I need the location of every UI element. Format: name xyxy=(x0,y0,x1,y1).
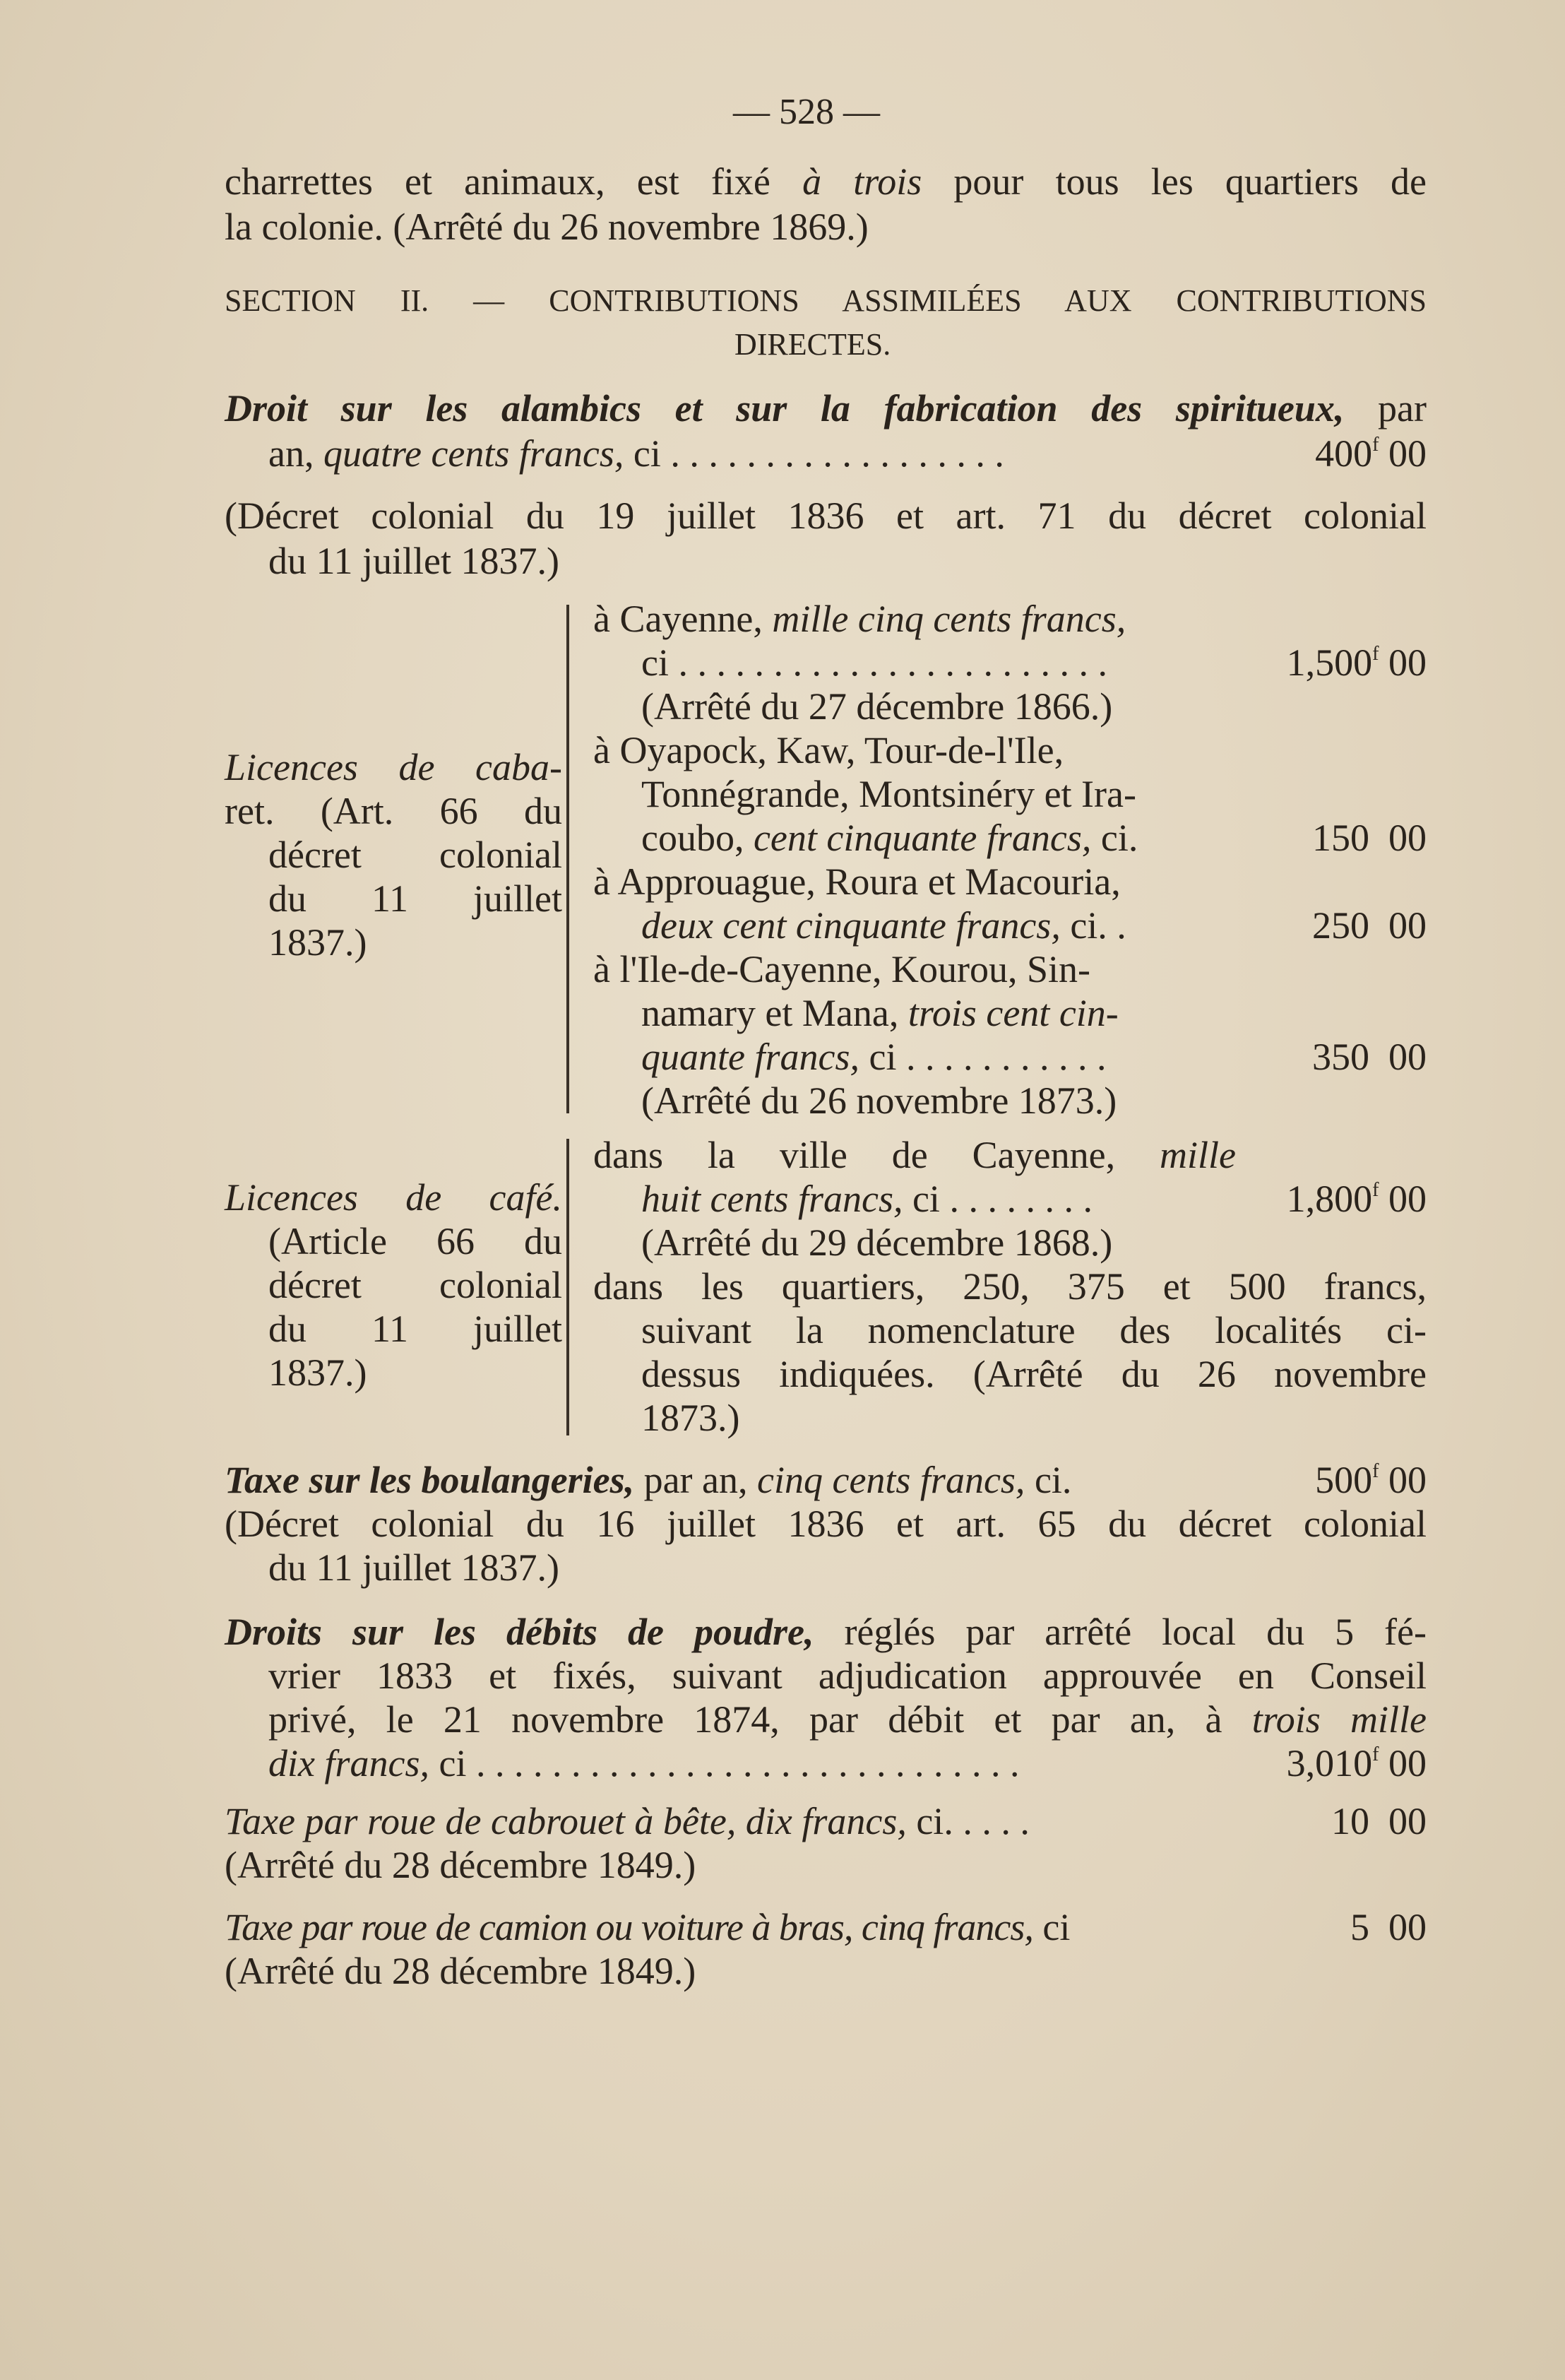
cabaret-brace xyxy=(557,605,569,1113)
page-number: — 528 — xyxy=(733,92,880,132)
cabaret-e4-l2: namary et Mana, trois cent cin- xyxy=(641,992,1119,1034)
cabrouet-line: Taxe par roue de cabrouet à bête, dix francs, ci. . . . . 10 00 xyxy=(225,1800,1427,1842)
cabaret-e1-ref: (Arrêté du 27 décembre 1866.) xyxy=(641,685,1113,728)
cabaret-e2-l1: à Oyapock, Kaw, Tour-de-l'Ile, xyxy=(593,729,1064,771)
boulangeries-line: Taxe sur les boulangeries, par an, cinq cents francs, ci. 500$^f$ 00 xyxy=(225,1459,1427,1501)
cabaret-label-1: Licences de caba- xyxy=(225,746,562,788)
cafe-e2-l4: 1873.) xyxy=(641,1397,740,1439)
poudre-line-4: dix francs, ci . . . . . . . . . . . . . . . . . . . . . . . . . . . . . 3,010$^f$ 00 xyxy=(268,1742,1427,1784)
intro-line-2: la colonie. (Arrêté du 26 novembre 1869.) xyxy=(225,206,869,248)
cabaret-e1-amount: 1,500$^f$ 00 xyxy=(1286,641,1427,684)
cafe-label xyxy=(225,1176,562,1395)
section-heading-line-2: DIRECTES. xyxy=(734,327,891,362)
cafe-e2-l2: suivant la nomenclature des localités ci- xyxy=(641,1309,1427,1351)
cabaret-e3-l1: à Approuague, Roura et Macouria, xyxy=(593,860,1121,903)
intro-text-a: charrettes et animaux, est fixé xyxy=(225,160,803,203)
cabaret-e2-l3: coubo, cent cinquante francs, ci. 150 00 xyxy=(641,817,1427,859)
cabaret-e3-amount: 250 00 xyxy=(1312,904,1427,947)
cabaret-e3-l2: deux cent cinquante francs, ci. . 250 00 xyxy=(641,904,1427,947)
alambics-title-line xyxy=(225,386,1427,430)
poudre-line-3: privé, le 21 novembre 1874, par débit et par an, à trois mille xyxy=(268,1698,1427,1741)
intro-text-c: pour tous les quartiers de xyxy=(922,160,1427,203)
camion-ref: (Arrêté du 28 décembre 1849.) xyxy=(225,1950,696,1992)
camion-line: Taxe par roue de camion ou voiture à bras, cinq francs, ci 5 00 xyxy=(225,1906,1427,1948)
cabaret-e1-l1: à Cayenne, mille cinq cents francs, xyxy=(593,598,1126,640)
cafe-e1-l2: huit cents francs, ci . . . . . . . . 1,800$^f$ 00 xyxy=(641,1178,1427,1220)
alambics-line2-b: quatre cents francs, xyxy=(323,432,624,475)
boulangeries-amount: 500$^f$ 00 xyxy=(1315,1459,1427,1501)
alambics-title-tail: par xyxy=(1344,387,1427,430)
alambics-leader: . . . . . . . . . . . . . . . . . . xyxy=(660,432,1004,475)
cafe-label-2: (Article 66 du xyxy=(268,1220,562,1262)
cafe-e2-l1: dans les quartiers, 250, 375 et 500 francs, xyxy=(593,1265,1427,1308)
alambics-ref-2: du 11 juillet 1837.) xyxy=(268,540,559,582)
cafe-label-1: Licences de café. xyxy=(225,1176,562,1219)
cafe-entries xyxy=(593,1133,1427,1440)
alambics-amount: 400$^f$ 00 xyxy=(1315,432,1427,475)
cafe-e1-l1: dans la ville de Cayenne, mille xyxy=(593,1134,1236,1176)
cafe-label-3: décret colonial xyxy=(268,1264,562,1306)
cafe-label-5: 1837.) xyxy=(268,1351,367,1394)
boulangeries-ref-2: du 11 juillet 1837.) xyxy=(268,1546,559,1589)
alambics-line2-c: ci xyxy=(624,432,661,475)
cabaret-e4-l1: à l'Ile-de-Cayenne, Kourou, Sin- xyxy=(593,948,1091,990)
cabaret-label-2: ret. (Art. 66 du xyxy=(225,790,562,832)
cafe-label-4: du 11 juillet xyxy=(268,1308,562,1350)
cabaret-e4-ref: (Arrêté du 26 novembre 1873.) xyxy=(641,1079,1117,1122)
section-heading-line-1: SECTION II. — CONTRIBUTIONS ASSIMILÉES AUX CONTRIBUTIONS xyxy=(225,283,1427,318)
cafe-brace xyxy=(557,1139,569,1435)
boulangeries-ref-1: (Décret colonial du 16 juillet 1836 et art. 65 du décret colonial xyxy=(225,1503,1427,1545)
alambics-title: Droit sur les alambics et sur la fabrication des spiritueux, xyxy=(225,387,1345,430)
cafe-e1-ref: (Arrêté du 29 décembre 1868.) xyxy=(641,1221,1113,1264)
cabaret-label-3: décret colonial xyxy=(268,834,562,876)
cabaret-label-4: du 11 juillet xyxy=(268,877,562,920)
poudre-amount: 3,010$^f$ 00 xyxy=(1286,1742,1427,1784)
intro-text-b: à trois xyxy=(802,160,922,203)
cafe-e1-amount: 1,800$^f$ 00 xyxy=(1286,1178,1427,1220)
cabaret-e2-l2: Tonnégrande, Montsinéry et Ira- xyxy=(641,773,1136,815)
cabaret-e2-amount: 150 00 xyxy=(1312,817,1427,859)
poudre-line-1: Droits sur les débits de poudre, réglés par arrêté local du 5 fé- xyxy=(225,1611,1427,1653)
poudre-line-2: vrier 1833 et fixés, suivant adjudication approuvée en Conseil xyxy=(268,1654,1427,1697)
camion-amount: 5 00 xyxy=(1350,1906,1427,1948)
cabrouet-ref: (Arrêté du 28 décembre 1849.) xyxy=(225,1844,696,1886)
intro-line-1 xyxy=(225,160,1427,203)
cabaret-e4-amount: 350 00 xyxy=(1312,1036,1427,1078)
cabaret-label-5: 1837.) xyxy=(268,921,367,964)
cabrouet-amount: 10 00 xyxy=(1331,1800,1427,1842)
cafe-e2-l3: dessus indiquées. (Arrêté du 26 novembre xyxy=(641,1353,1427,1395)
alambics-ref-1: (Décret colonial du 19 juillet 1836 et art. 71 du décret colonial xyxy=(225,495,1427,537)
cabaret-e1-l2: ci . . . . . . . . . . . . . . . . . . . . . . . 1,500$^f$ 00 xyxy=(641,641,1427,684)
alambics-line-2 xyxy=(268,432,1427,475)
cabaret-e4-l3: quante francs, ci . . . . . . . . . . . 350 00 xyxy=(641,1036,1427,1078)
alambics-line2-a: an, xyxy=(268,432,323,475)
cabaret-entries xyxy=(593,597,1427,1123)
cabaret-label xyxy=(225,745,562,964)
